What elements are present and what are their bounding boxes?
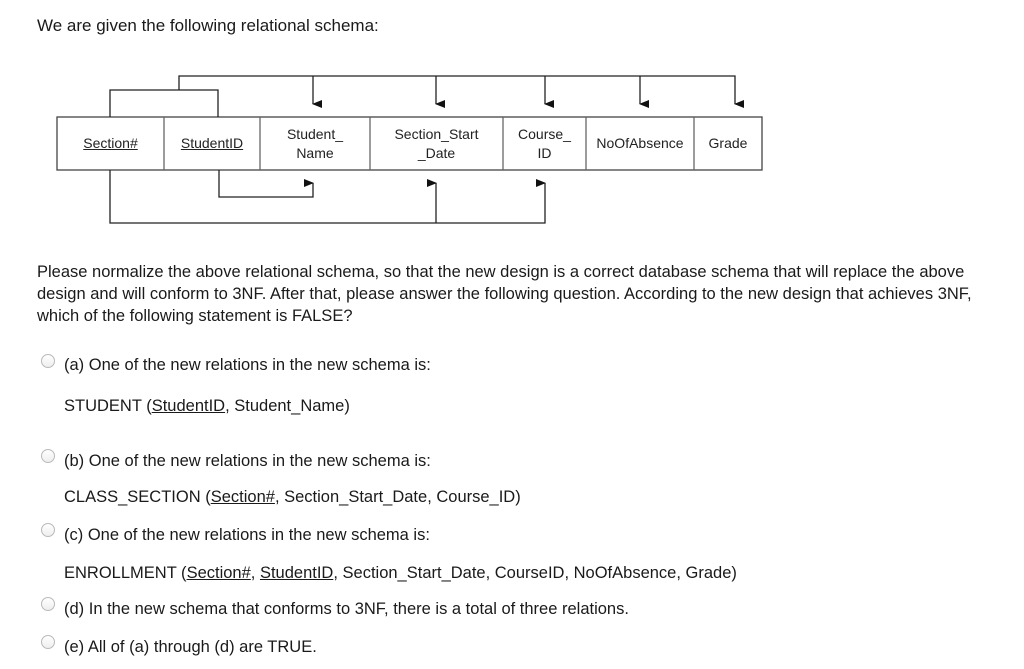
option-d-radio[interactable] [41, 597, 55, 611]
intro-text: We are given the following relational schema: [37, 16, 379, 35]
option-b-label: (b) One of the new relations in the new schema is: [64, 452, 431, 470]
attr-student-id: StudentID [180, 135, 244, 151]
option-a-relation: STUDENT (StudentID, Student_Name) [64, 397, 350, 415]
attr-section-start-date: Section_Start _Date [394, 125, 479, 161]
option-c-relation: ENROLLMENT (Section#, StudentID, Section_Start_Date, CourseID, NoOfAbsence, Grade) [64, 564, 737, 582]
question-text: Please normalize the above relational schema, so that the new design is a correct database schema that will replace the above design and will conform to 3NF. After that, please answer the following question. According to the new design that achieves 3NF, which of the following statement is FALSE? [37, 263, 972, 325]
fd-top-line [179, 76, 735, 104]
fd-composite-key-bracket [110, 90, 218, 117]
option-e-label: (e) All of (a) through (d) are TRUE. [64, 638, 317, 656]
option-c-radio[interactable] [41, 523, 55, 537]
fd-studentid-to-name [219, 170, 313, 197]
fd-section-to-attrs [110, 170, 545, 223]
option-e-radio[interactable] [41, 635, 55, 649]
option-d-label: (d) In the new schema that conforms to 3NF, there is a total of three relations. [64, 600, 629, 618]
attr-section-number: Section# [83, 135, 138, 151]
option-b-relation: CLASS_SECTION (Section#, Section_Start_Date, Course_ID) [64, 488, 521, 506]
attr-noofabsence: NoOfAbsence [596, 135, 684, 151]
option-a-label: (a) One of the new relations in the new schema is: [64, 356, 431, 374]
attr-course-id: Course_ ID [518, 125, 571, 161]
attr-student-name: Student_ Name [286, 125, 344, 161]
option-b-radio[interactable] [41, 449, 55, 463]
option-a-radio[interactable] [41, 354, 55, 368]
option-c-label: (c) One of the new relations in the new schema is: [64, 526, 430, 544]
attr-grade: Grade [708, 135, 748, 151]
